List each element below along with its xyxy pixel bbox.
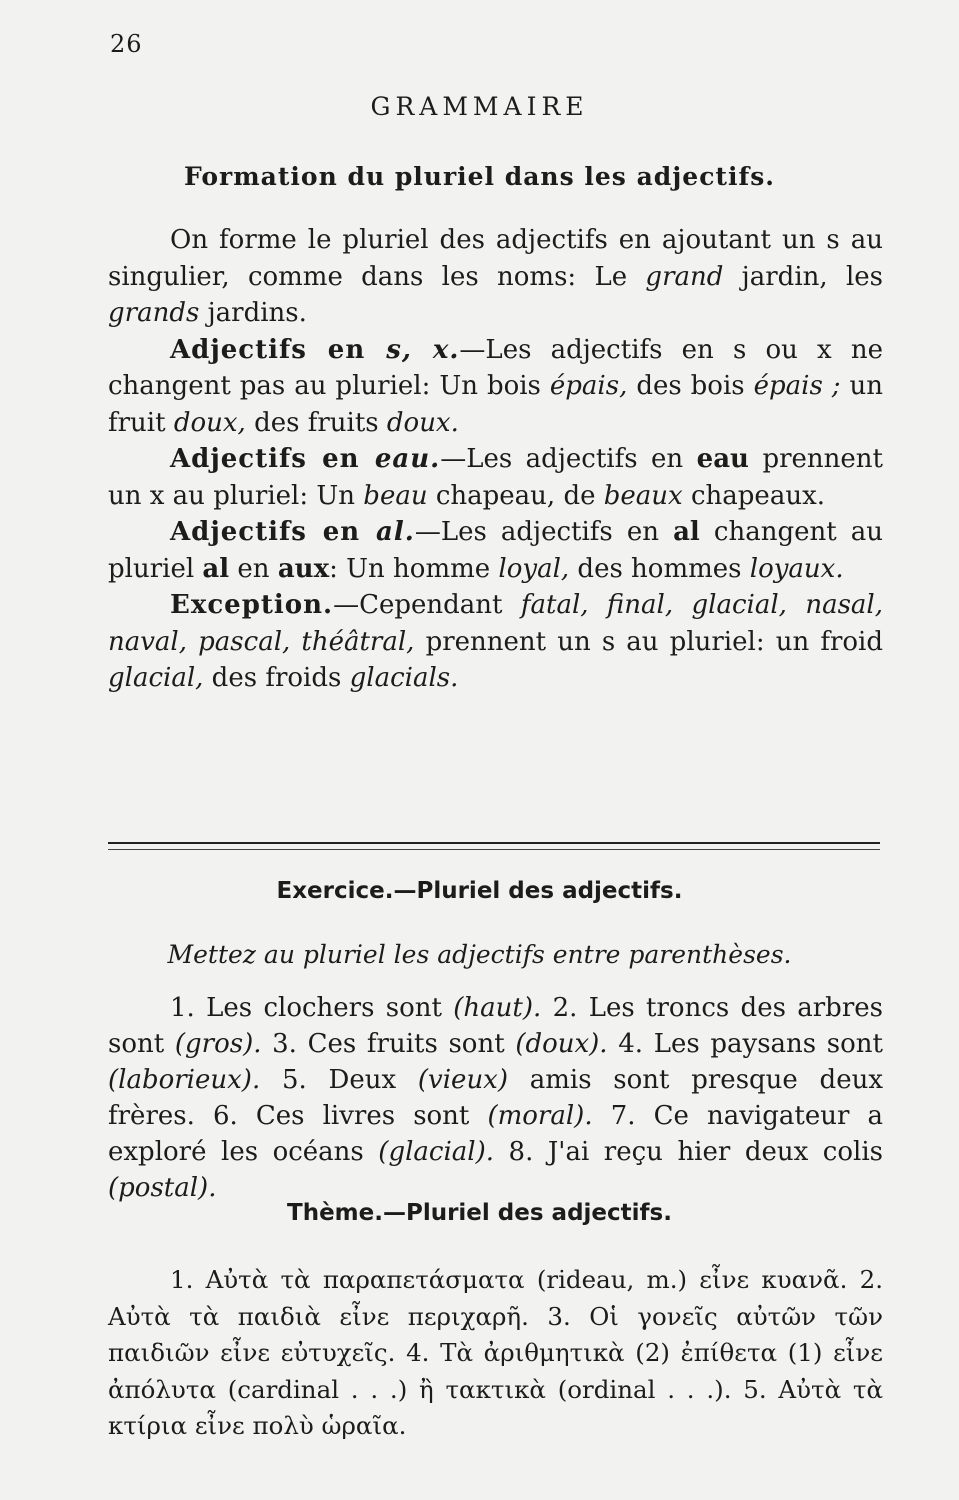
theme-text-block bbox=[108, 1262, 883, 1445]
page-title: GRAMMAIRE bbox=[370, 92, 589, 121]
section-subtitle: Formation du pluriel dans les adjectifs. bbox=[183, 162, 775, 191]
rule-s-x: Adjectifs en s, x.—Les adjectifs en s ou x ne changent pas au pluriel: Un bois épais, des bois épais ; un fruit doux, des fruits doux. bbox=[108, 334, 884, 438]
intro-paragraph: On forme le pluriel des adjectifs en ajoutant un s au singulier, comme dans les noms: Le grand jardin, les grands jardins. bbox=[108, 225, 883, 328]
exercise-sentences bbox=[108, 990, 883, 1206]
exercise-heading: Exercice.—Pluriel des adjectifs. bbox=[276, 878, 683, 904]
theme-paragraph: 1. Αὐτὰ τὰ παραπετάσματα (rideau, m.) εἶνε κυανᾶ. 2. Αὐτὰ τὰ παιδιὰ εἶνε περιχαρῆ. 3. Οἱ γονεῖς αὐτῶν τῶν παιδιῶν εἶνε εὐτυχεῖς. 4. Τὰ ἀριθμητικὰ (2) ἐπίθετα (1) εἶνε ἀπόλυτα (cardinal . . .) ἢ τακτικὰ (ordinal . . .). 5. Αὐτὰ τὰ κτίρια εἶνε πολὺ ὡραῖα. bbox=[108, 1265, 883, 1440]
rule-al: Adjectifs en al.—Les adjectifs en al changent au pluriel al en aux: Un homme loyal, des hommes loyaux. bbox=[108, 517, 883, 584]
grammar-rules bbox=[108, 222, 883, 697]
rule-exception: Exception.—Cependant fatal, final, glacial, nasal, naval, pascal, théâtral, prennent un s au pluriel: un froid glacial, des froids glacials. bbox=[108, 590, 883, 693]
rule-eau: Adjectifs en eau.—Les adjectifs en eau prennent un x au pluriel: Un beau chapeau, de beaux chapeaux. bbox=[108, 444, 883, 511]
divider-rule-thin bbox=[108, 849, 880, 850]
theme-heading: Thème.—Pluriel des adjectifs. bbox=[287, 1200, 672, 1226]
exercise-instruction: Mettez au pluriel les adjectifs entre parenthèses. bbox=[167, 940, 792, 969]
page-number: 26 bbox=[110, 30, 143, 58]
divider-rule bbox=[108, 842, 880, 844]
exercise-paragraph: 1. Les clochers sont (haut). 2. Les troncs des arbres sont (gros). 3. Ces fruits sont (doux). 4. Les paysans sont (laborieux). 5. Deux (vieux) amis sont presque deux frères. 6. Ces livres sont (moral). 7. Ce navigateur a exploré les océans (glacial). 8. J'ai reçu hier deux colis (postal). bbox=[108, 993, 883, 1203]
